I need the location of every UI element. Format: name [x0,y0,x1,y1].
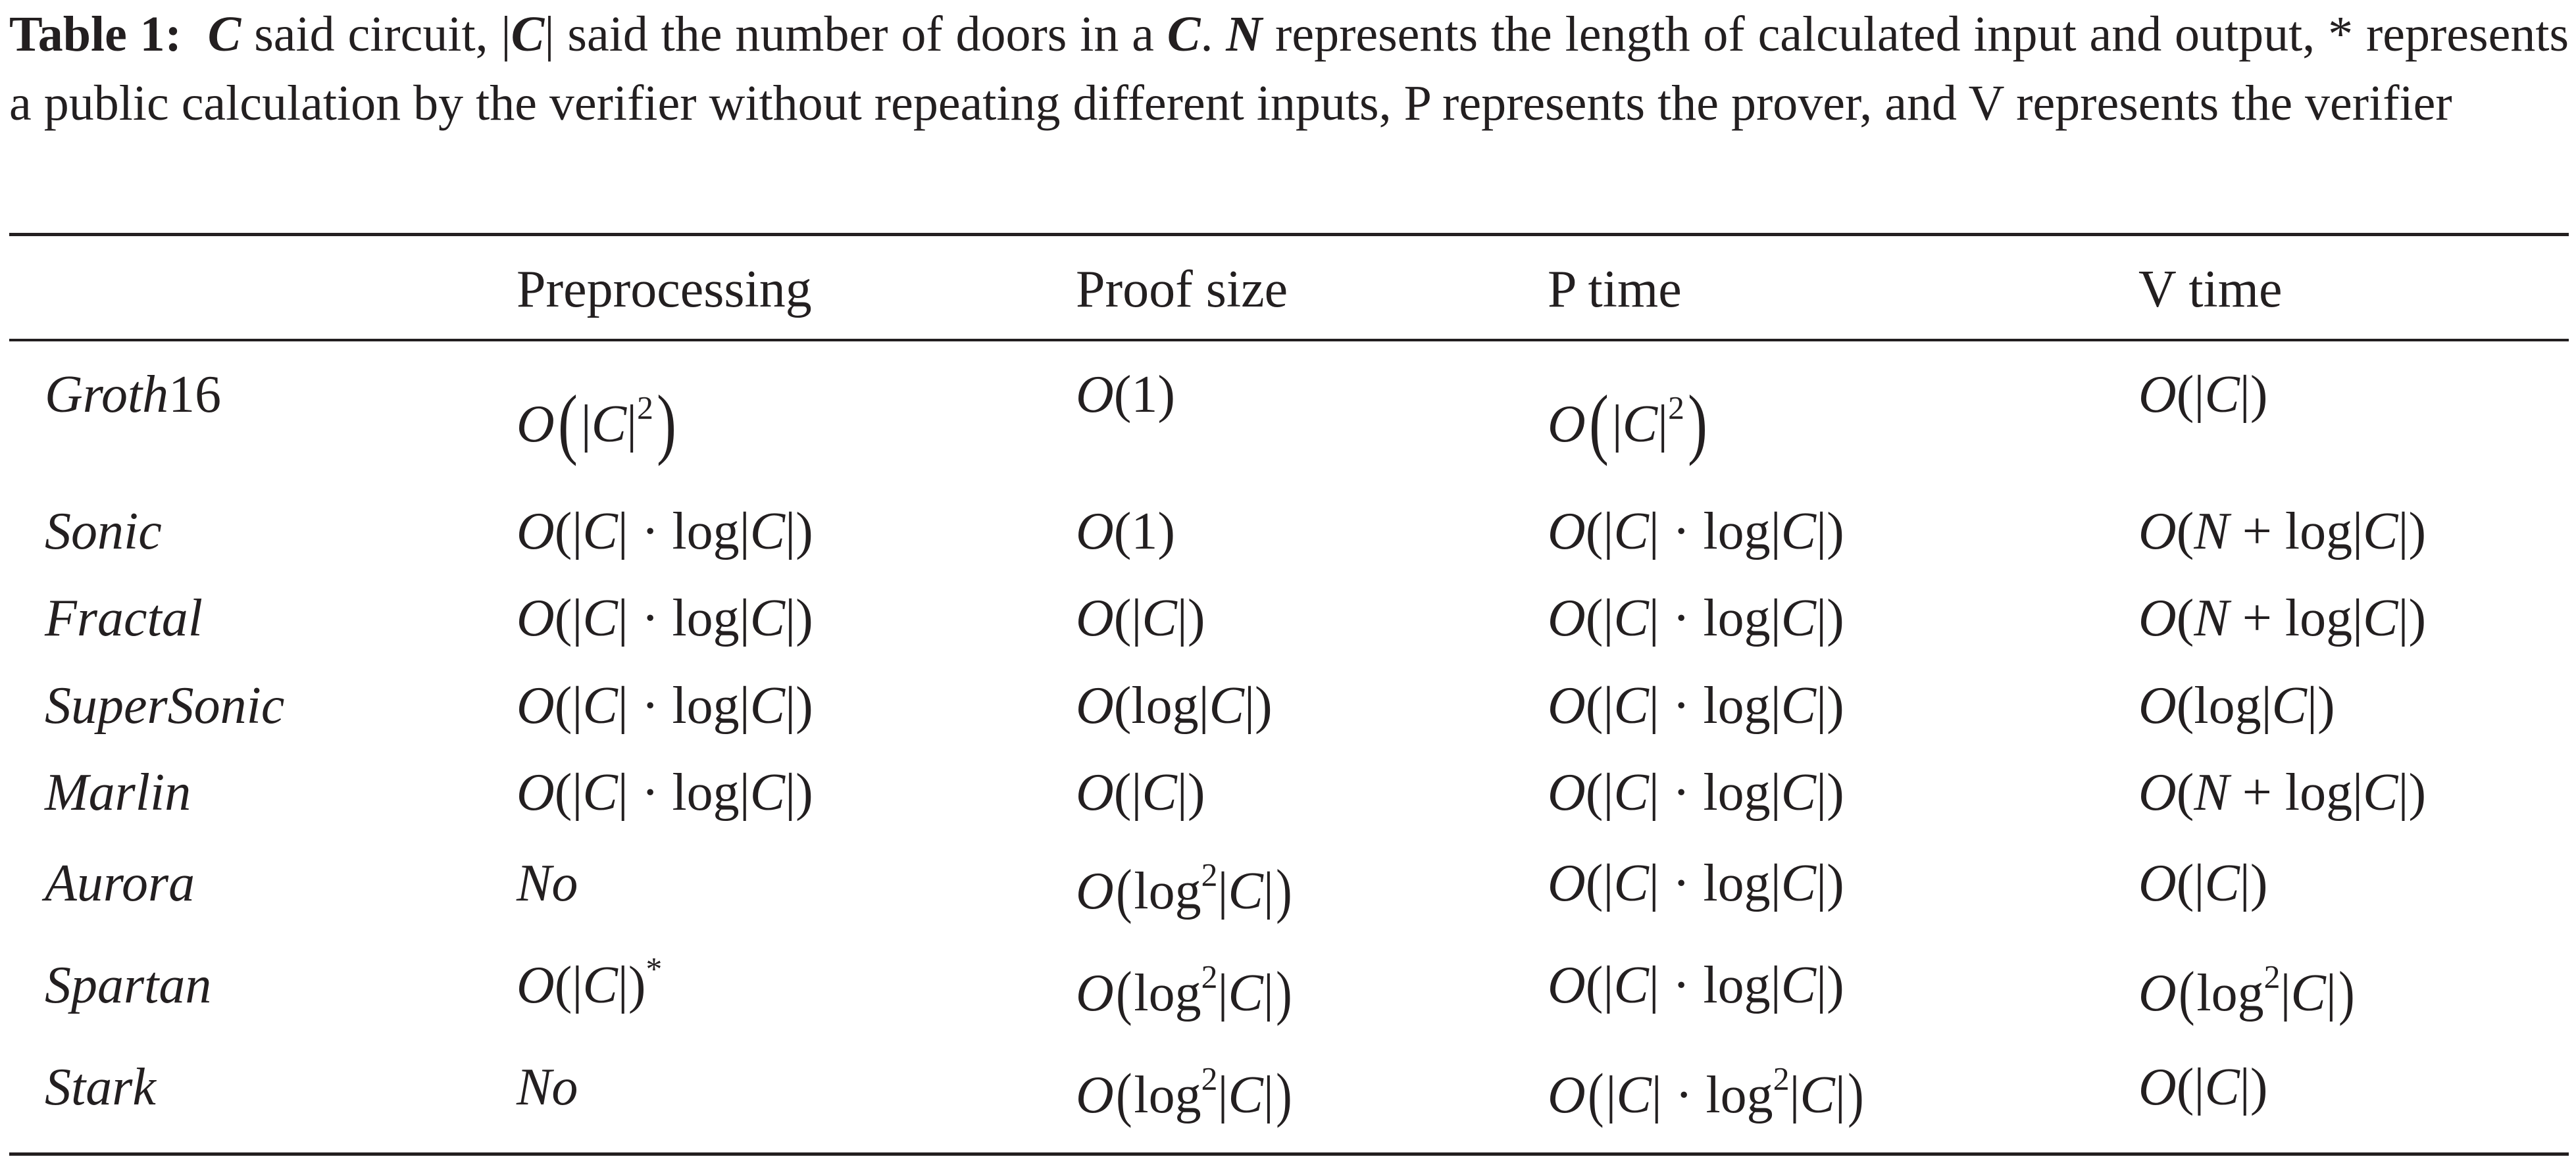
cell-groth16-proof-size: O(1) [1076,366,1176,424]
cell-fractal-proof-size: O(|C|) [1076,589,1205,647]
row-name-sonic: Sonic [45,503,162,560]
cell-stark-preprocessing: No [517,1058,578,1116]
cell-sonic-p-time: O(|C| · log|C|) [1548,503,1844,560]
cell-marlin-p-time: O(|C| · log|C|) [1548,764,1844,822]
table-top-rule [9,233,2569,236]
cell-spartan-v-time: $O(\log^2|C|)$ [2138,958,2355,1026]
row-name-marlin: Marlin [45,764,191,822]
cell-aurora-v-time: O(|C|) [2138,854,2268,912]
cell-spartan-proof-size: $O(\log^2|C|)$ [1076,958,1292,1026]
caption-text: . [1200,7,1226,62]
cell-sonic-proof-size: O(1) [1076,503,1176,560]
cell-supersonic-v-time: O(log|C|) [2138,677,2335,735]
header-preprocessing: Preprocessing [517,260,812,318]
cell-spartan-preprocessing: O(|C|)* [517,951,663,1014]
cell-groth16-p-time: $O(|C|^2)$ [1548,379,1707,466]
row-name-supersonic: SuperSonic [45,677,285,735]
cell-spartan-p-time: O(|C| · log|C|) [1548,956,1844,1014]
cell-aurora-p-time: O(|C| · log|C|) [1548,854,1844,912]
cell-fractal-v-time: O(N + log|C|) [2138,589,2427,647]
cell-groth16-preprocessing: $O(|C|^2)$ [517,379,676,466]
cell-fractal-p-time: O(|C| · log|C|) [1548,589,1844,647]
cell-stark-p-time: $O(|C| \cdot \log^2|C|)$ [1548,1060,1864,1128]
cell-marlin-preprocessing: O(|C| · log|C|) [517,764,813,822]
caption-symbol-c: C [511,7,545,62]
cell-groth16-v-time: O(|C|) [2138,366,2268,424]
table-caption [9,0,2569,138]
header-proof-size: Proof size [1076,260,1288,318]
cell-supersonic-preprocessing: O(|C| · log|C|) [517,677,813,735]
caption-symbol-c: C [207,7,241,62]
row-name-fractal: Fractal [45,589,203,647]
cell-marlin-proof-size: O(|C|) [1076,764,1205,822]
cell-stark-v-time: O(|C|) [2138,1058,2268,1116]
caption-text: said circuit, | [241,7,511,62]
cell-sonic-preprocessing: O(|C| · log|C|) [517,503,813,560]
cell-supersonic-proof-size: O(log|C|) [1076,677,1273,735]
header-v-time: V time [2138,260,2283,318]
header-p-time: P time [1548,260,1682,318]
caption-text: represents the length of calculated input and output, * represents a public calculation by the verifier without repeating different inputs, P represents the prover, and V represents the verifier [9,7,2569,131]
caption-label: Table 1: [9,7,182,62]
table-header-rule [9,339,2569,341]
row-name-groth16: Groth16 [45,366,222,424]
caption-symbol-c: C [1167,7,1201,62]
cell-aurora-preprocessing: No [517,854,578,912]
cell-stark-proof-size: $O(\log^2|C|)$ [1076,1060,1292,1128]
cell-fractal-preprocessing: O(|C| · log|C|) [517,589,813,647]
table-bottom-rule [9,1152,2569,1156]
cell-aurora-proof-size: $O(\log^2|C|)$ [1076,856,1292,924]
caption-symbol-n: N [1226,7,1263,62]
cell-supersonic-p-time: O(|C| · log|C|) [1548,677,1844,735]
cell-sonic-v-time: O(N + log|C|) [2138,503,2427,560]
row-name-stark: Stark [45,1058,156,1116]
caption-text: | said the number of doors in a [544,7,1167,62]
row-name-aurora: Aurora [45,854,195,912]
row-name-spartan: Spartan [45,956,212,1014]
cell-marlin-v-time: O(N + log|C|) [2138,764,2427,822]
